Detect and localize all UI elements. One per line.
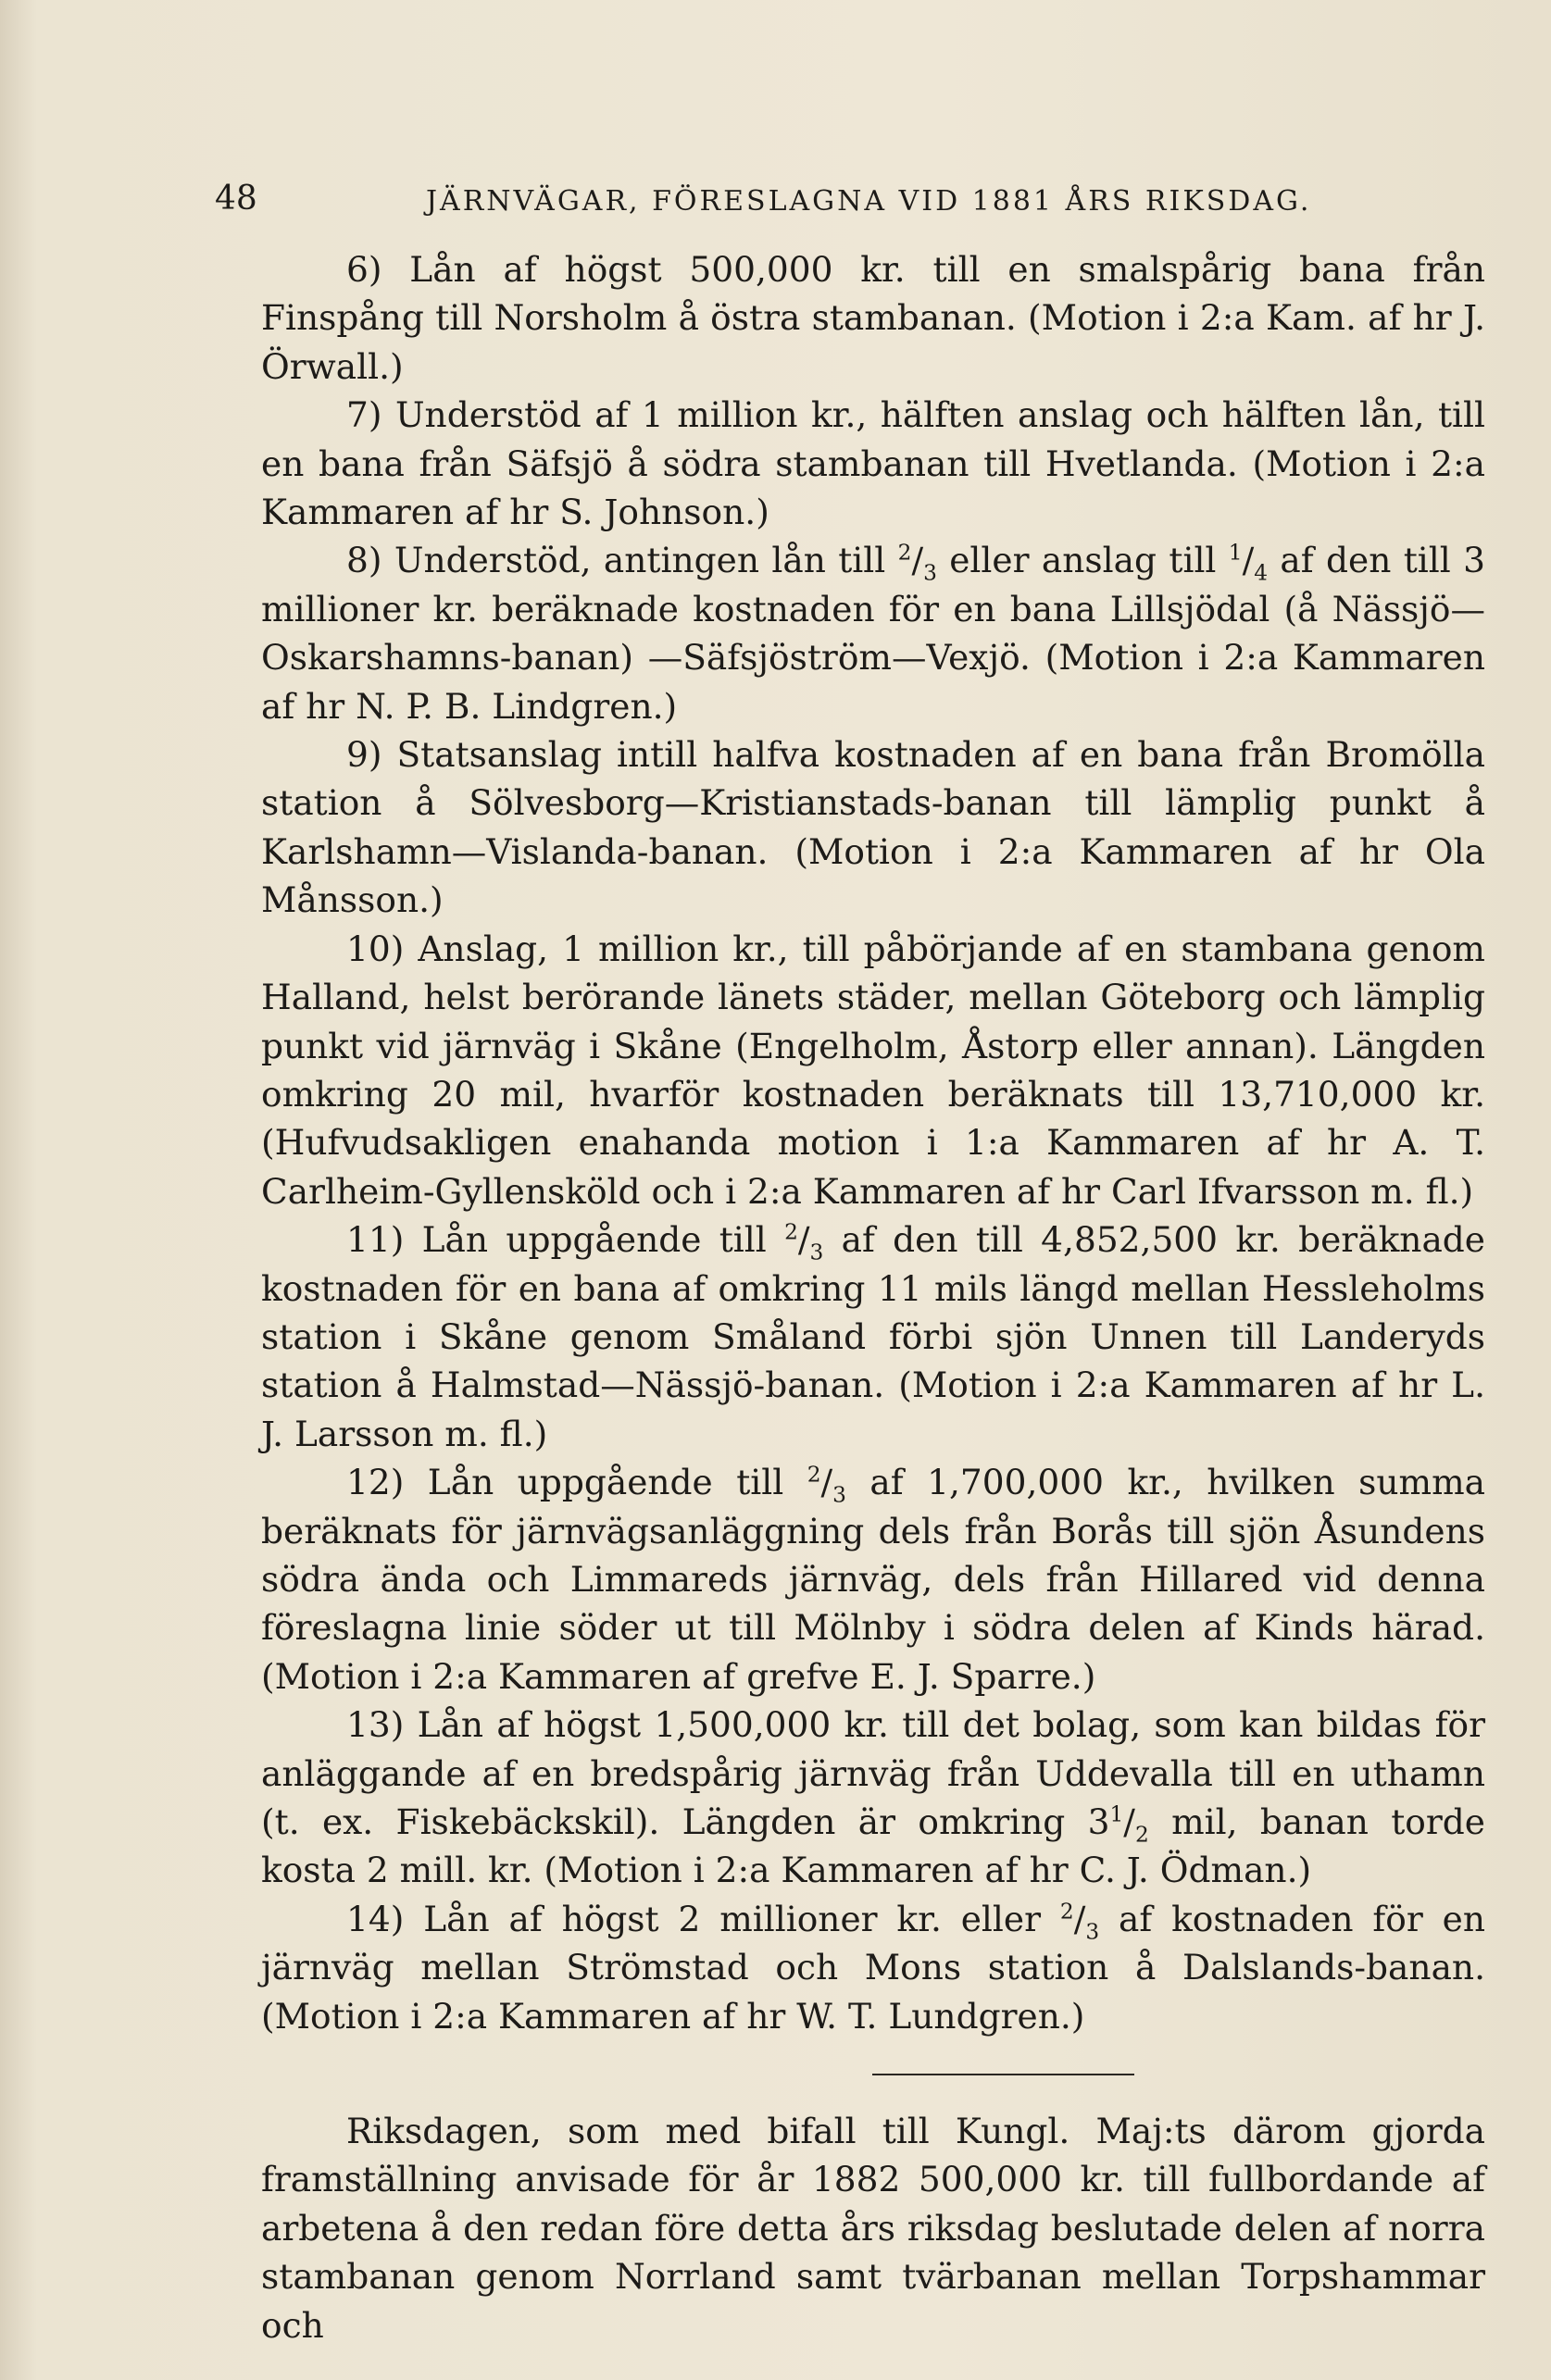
motion-12: 12) Lån uppgående till $^2/_3$ af 1,700,000 kr., hvilken summa beräknats för järnvägsanläggning dels från Borås till sjön Åsundens södra ända och Limmareds järnväg, dels från Hillared vid denna föreslagna linie söder ut till Mölnby i södra delen af Kinds härad. (Motion i 2:a Kammaren af grefve E. J. Sparre.) — [261, 1462, 1485, 1697]
page-body — [261, 245, 1485, 2349]
page-number: 48 — [215, 180, 257, 218]
motion-13: 13) Lån af högst 1,500,000 kr. till det bolag, som kan bildas för anläggande af en bredspårig järnväg från Uddevalla till en uthamn (t. ex. Fiskebäckskil). Längden är omkring $3^1/_2$ mil, banan torde kosta 2 mill. kr. (Motion i 2:a Kammaren af hr C. J. Ödman.) — [261, 1704, 1485, 1891]
motion-9: 9) Statsanslag intill halfva kostnaden af en bana från Bromölla station å Sölvesborg—Kristianstads-banan till lämplig punkt å Karlshamn—Vislanda-banan. (Motion i 2:a Kammaren af hr Ola Månsson.) — [261, 734, 1485, 921]
closing-paragraph: Riksdagen, som med bifall till Kungl. Maj:ts därom gjorda framställning anvisade för år 1882 500,000 kr. till fullbordande af arbetena å den redan före detta års riksdag beslutade delen af norra stambanan genom Norrland samt tvärbanan mellan Torpshammar och — [261, 2111, 1485, 2346]
motion-7: 7) Understöd af 1 million kr., hälften anslag och hälften lån, till en bana från Säfsjö å södra stambanan till Hvetlanda. (Motion i 2:a Kammaren af hr S. Johnson.) — [261, 394, 1485, 533]
motion-11: 11) Lån uppgående till $^2/_3$ af den till 4,852,500 kr. beräknade kostnaden för en bana af omkring 11 mils längd mellan Hessleholms station i Skåne genom Småland förbi sjön Unnen till Landeryds station å Halmstad—Nässjö-banan. (Motion i 2:a Kammaren af hr L. J. Larsson m. fl.) — [261, 1219, 1485, 1454]
motion-8: 8) Understöd, antingen lån till $^2/_3$ eller anslag till $^1/_4$ af den till 3 millioner kr. beräknade kostnaden för en bana Lillsjödal (å Nässjö—Oskarshamns-banan) —Säfsjöström—Vexjö. (Motion i 2:a Kammaren af hr N. P. B. Lindgren.) — [261, 540, 1485, 727]
motion-6: 6) Lån af högst 500,000 kr. till en smalspårig bana från Finspång till Norsholm å östra stambanan. (Motion i 2:a Kam. af hr J. Örwall.) — [261, 249, 1485, 387]
motion-14: 14) Lån af högst 2 millioner kr. eller $^2/_3$ af kostnaden för en järnväg mellan Strömstad och Mons station å Dalslands-banan. (Motion i 2:a Kammaren af hr W. T. Lundgren.) — [261, 1898, 1485, 2037]
running-title: JÄRNVÄGAR, FÖRESLAGNA VID 1881 ÅRS RIKSDAG. — [426, 185, 1312, 218]
section-divider — [872, 2074, 1134, 2075]
motion-10: 10) Anslag, 1 million kr., till påbörjande af en stambana genom Halland, helst berörande länets städer, mellan Göteborg och lämplig punkt vid järnväg i Skåne (Engelholm, Åstorp eller annan). Längden omkring 20 mil, hvarför kostnaden beräknats till 13,710,000 kr. (Hufvudsakligen enahanda motion i 1:a Kammaren af hr A. T. Carlheim-Gyllensköld och i 2:a Kammaren af hr Carl Ifvarsson m. fl.) — [261, 928, 1485, 1212]
